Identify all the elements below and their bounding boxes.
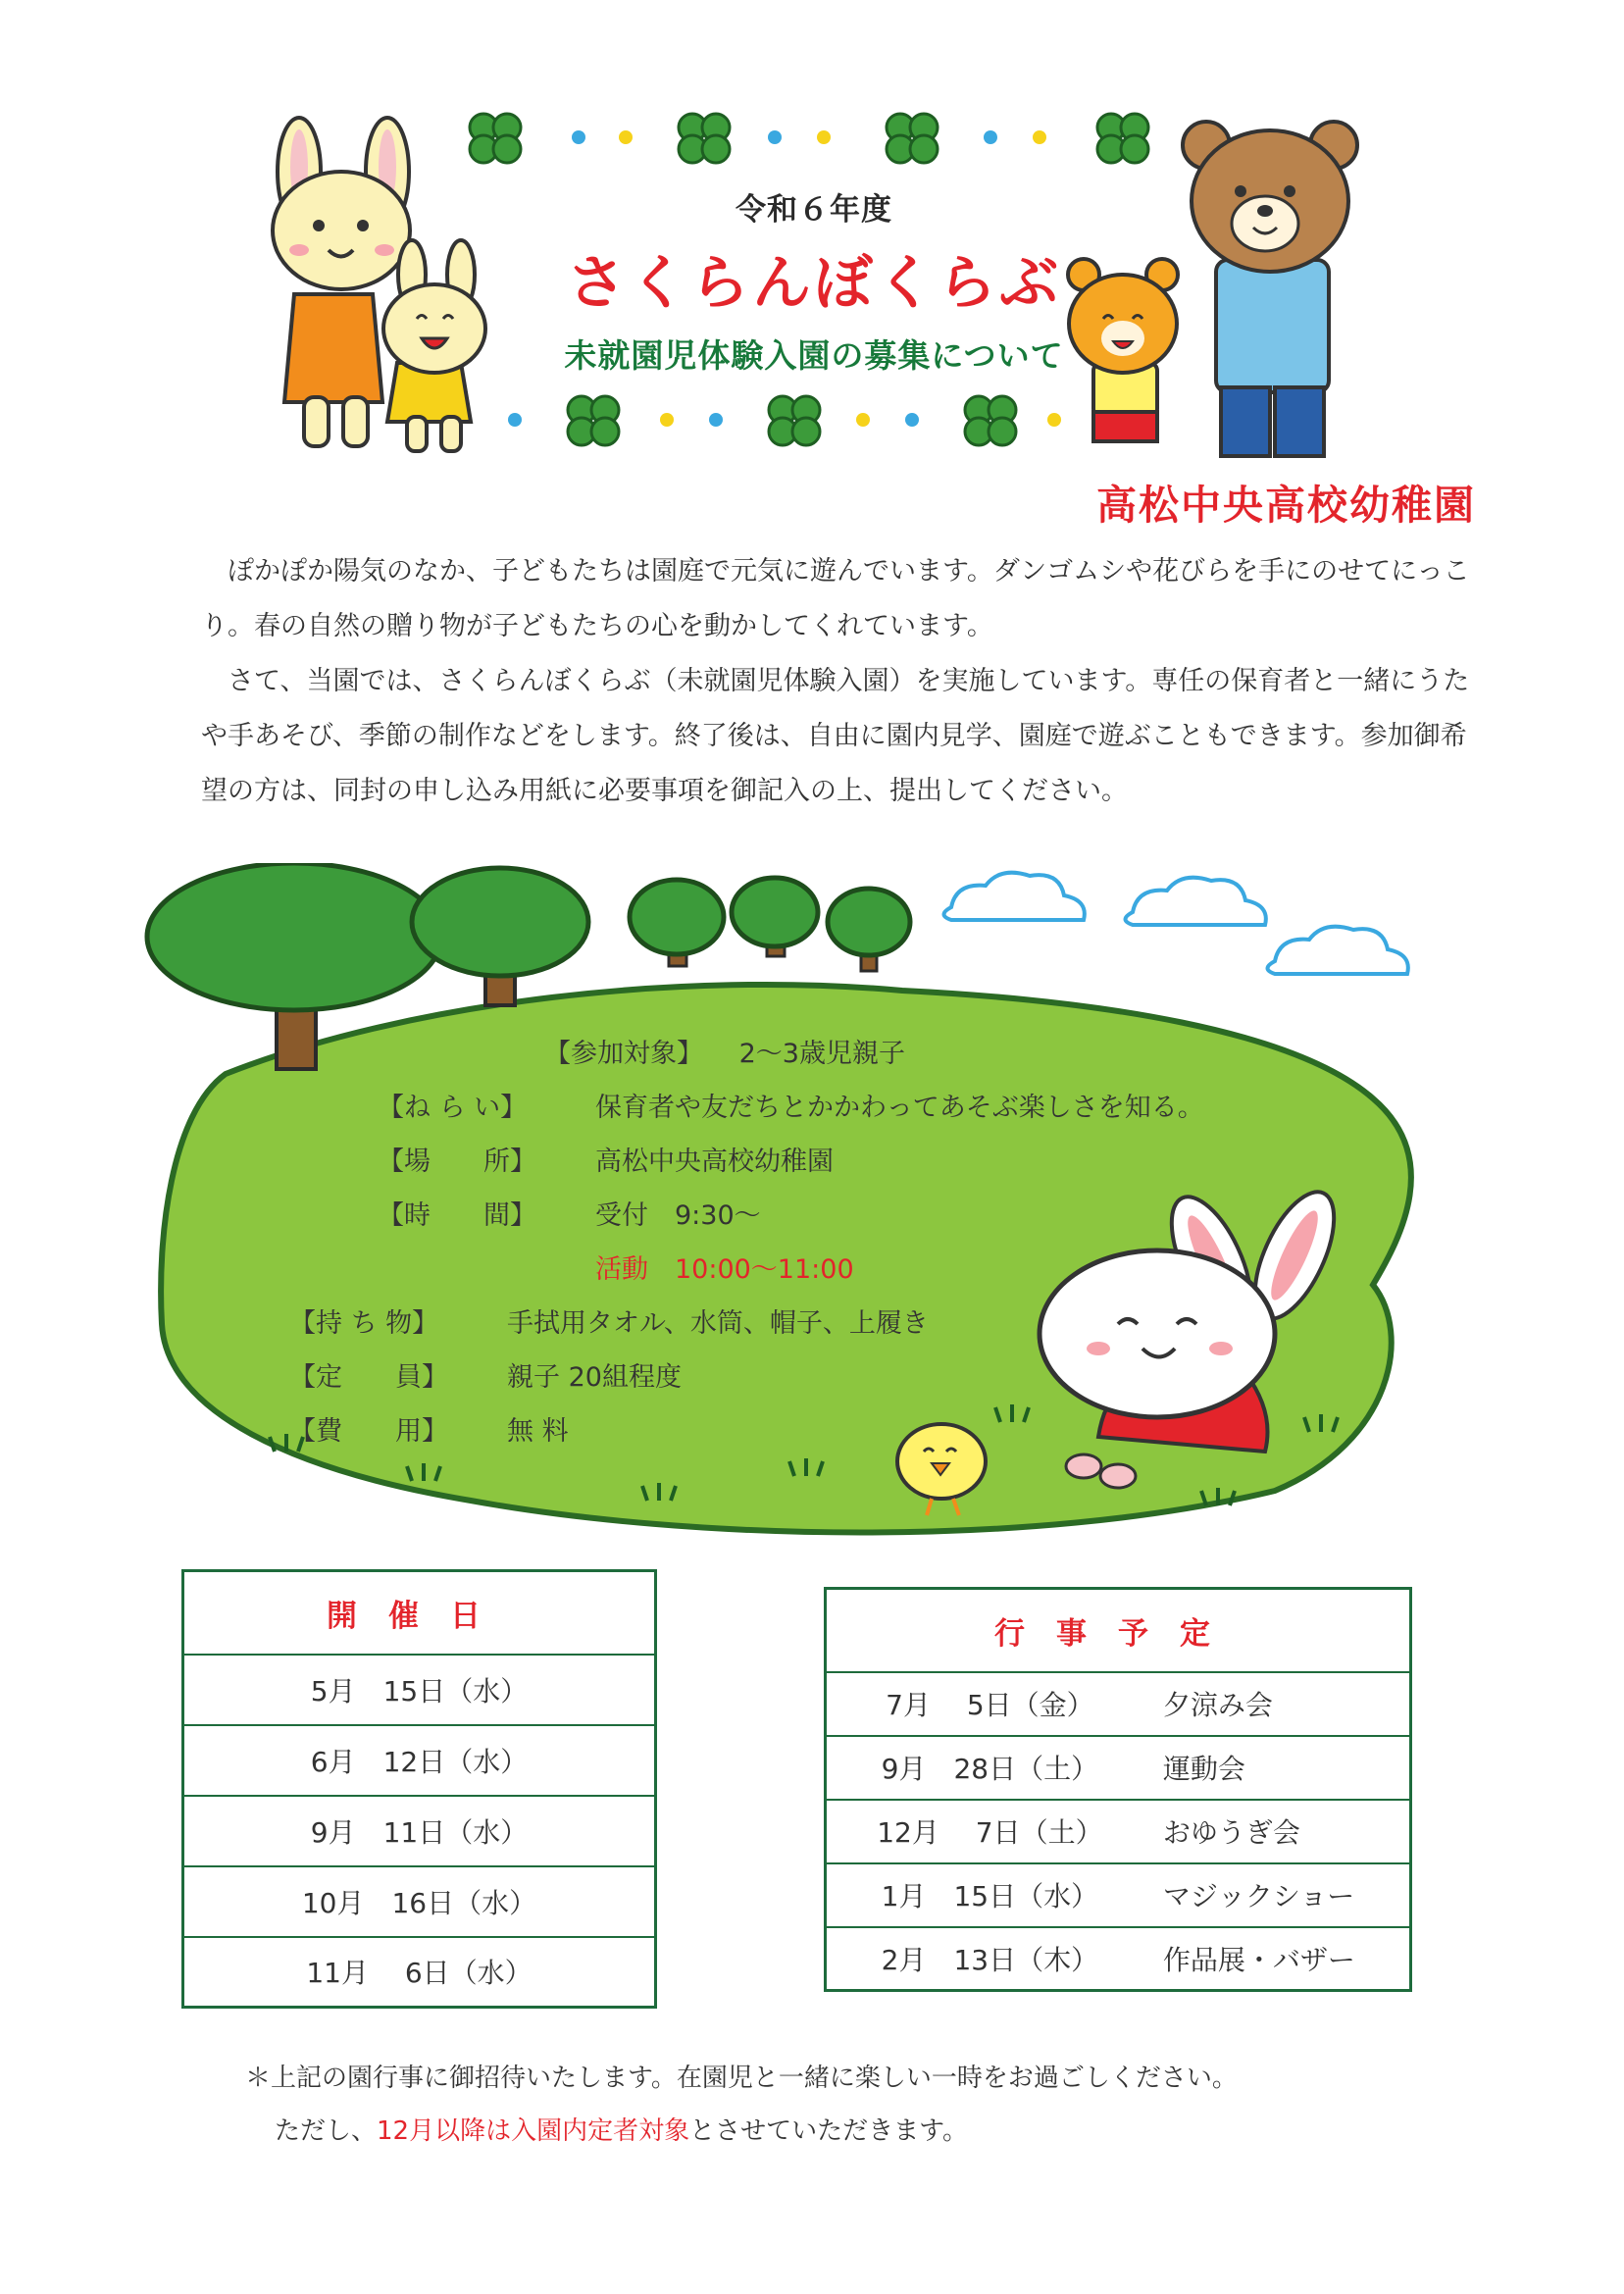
dates-table	[181, 1569, 657, 2009]
info-time	[378, 1194, 761, 1232]
cloud-icons	[944, 873, 1408, 974]
club-title: さくらんぼくらぶ	[567, 249, 1061, 318]
table-row: 11月 6日（水）	[183, 1937, 656, 2008]
bear-child-icon	[1068, 259, 1178, 441]
info-place	[378, 1140, 834, 1178]
target-value: 2～3歳児親子	[738, 1039, 905, 1069]
capacity-value: 親子 20組程度	[507, 1362, 682, 1393]
info-target	[544, 1032, 905, 1070]
place-label: 【場 所】	[378, 1147, 536, 1177]
fee-value: 無 料	[507, 1416, 569, 1447]
event-name: 運動会	[1153, 1736, 1411, 1800]
field-illustration	[0, 863, 1624, 1550]
rabbit-mother-icon	[273, 118, 410, 446]
aim-value: 保育者や友だちとかかわってあそぶ楽しさを知る。	[595, 1093, 1204, 1123]
info-items	[289, 1301, 929, 1340]
fee-label: 【費 用】	[289, 1416, 448, 1447]
table-row: 5月 15日（水）	[183, 1655, 656, 1725]
event-date: 7月 5日（金）	[826, 1672, 1153, 1736]
intro-paragraph-2: さて、当園では、さくらんぼくらぶ（未就園児体験入園）を実施しています。専任の保育者と一緒にうたや手あそび、季節の制作などをします。終了後は、自由に園内見学、園庭で遊ぶこともできます。参加御希望の方は、同封の申し込み用紙に必要事項を御記入の上、提出してください。	[201, 666, 1470, 806]
school-name: 高松中央高校幼稚園	[1096, 482, 1476, 529]
items-label: 【持 ち 物】	[289, 1308, 439, 1339]
event-date: 9月 28日（土）	[826, 1736, 1153, 1800]
event-name: マジックショー	[1153, 1863, 1411, 1927]
time-activity: 活動 10:00～11:00	[595, 1254, 854, 1285]
note-prefix: ただし、	[275, 2116, 378, 2146]
intro-paragraph-1: ぽかぽか陽気のなか、子どもたちは園庭で元気に遊んでいます。ダンゴムシや花びらを手にのせてにっこり。春の自然の贈り物が子どもたちの心を動かしてくれています。	[201, 556, 1470, 641]
event-date: 2月 13日（木）	[826, 1927, 1153, 1991]
info-aim	[378, 1086, 1204, 1124]
event-name: 作品展・バザー	[1153, 1927, 1411, 1991]
intro-text	[201, 544, 1481, 819]
rabbit-child-icon	[383, 240, 485, 451]
info-activity	[595, 1248, 854, 1286]
capacity-label: 【定 員】	[289, 1362, 448, 1393]
event-date: 1月 15日（水）	[826, 1863, 1153, 1927]
note-suffix: とさせていただきます。	[689, 2116, 969, 2146]
events-table	[824, 1587, 1412, 1992]
table-row: 10月 16日（水）	[183, 1866, 656, 1937]
info-fee	[289, 1409, 569, 1448]
table-row: 9月 11日（水）	[183, 1796, 656, 1866]
note-line-2	[275, 2111, 968, 2147]
target-label: 【参加対象】	[544, 1039, 703, 1069]
bear-father-icon	[1183, 122, 1357, 456]
aim-label: 【ね ら い】	[378, 1093, 528, 1123]
items-value: 手拭用タオル、水筒、帽子、上履き	[507, 1308, 929, 1339]
event-name: 夕涼み会	[1153, 1672, 1411, 1736]
place-value: 高松中央高校幼稚園	[595, 1147, 834, 1177]
events-table-header: 行事予定	[994, 1615, 1242, 1652]
header-title-block	[549, 184, 1079, 377]
time-reception: 受付 9:30～	[595, 1200, 761, 1231]
table-row: 6月 12日（水）	[183, 1725, 656, 1796]
event-name: おゆうぎ会	[1153, 1800, 1411, 1863]
time-label: 【時 間】	[378, 1200, 536, 1231]
note-highlight: 12月以降は入園内定者対象	[377, 2116, 690, 2146]
year-label: 令和６年度	[736, 192, 892, 228]
dates-table-header: 開催日	[327, 1598, 512, 1634]
note-line-1: ＊上記の園行事に御招待いたします。在園児と一緒に楽しい一時をお過ごしください。	[245, 2064, 1238, 2093]
event-date: 12月 7日（土）	[826, 1800, 1153, 1863]
info-capacity	[289, 1355, 682, 1394]
subtitle: 未就園児体験入園の募集について	[564, 336, 1064, 375]
